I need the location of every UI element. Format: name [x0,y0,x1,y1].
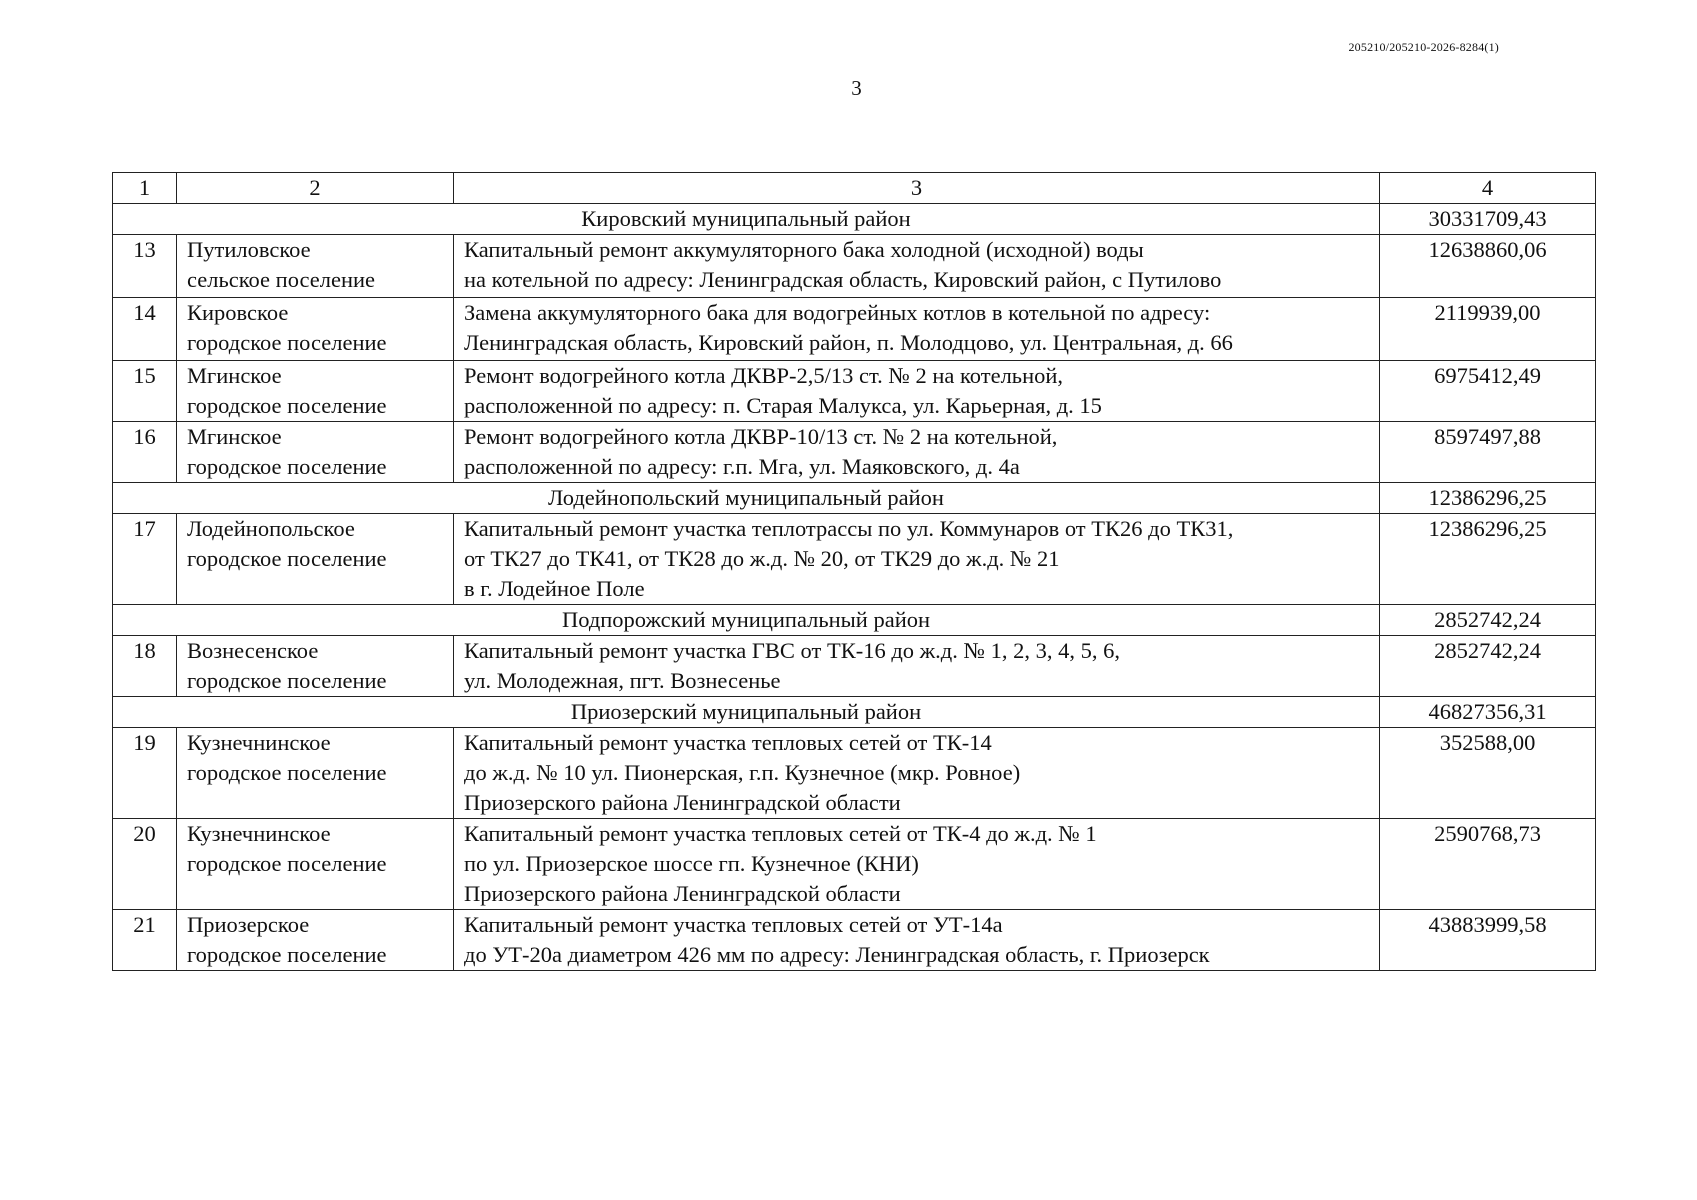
row-number: 18 [113,636,177,697]
settlement-name-line: городское поселение [187,851,387,876]
work-description-line: расположенной по адресу: г.п. Мга, ул. Маяковского, д. 4а [464,454,1020,479]
settlement-name-line: Кузнечнинское [187,821,331,846]
work-description [454,235,1380,298]
work-description-line: в г. Лодейное Поле [464,576,645,601]
row-amount: 2590768,73 [1380,819,1596,910]
row-number: 14 [113,298,177,361]
district-row [113,605,1596,636]
work-description-line: Приозерского района Ленинградской области [464,790,901,815]
settlement-name [177,298,454,361]
header-cell-3: 3 [454,173,1380,204]
district-amount: 30331709,43 [1380,204,1596,235]
row-number: 15 [113,361,177,422]
table-body [113,173,1596,971]
work-description [454,636,1380,697]
row-number: 20 [113,819,177,910]
table-row [113,819,1596,910]
work-description-line: Капитальный ремонт аккумуляторного бака холодной (исходной) воды [464,237,1144,262]
table-row [113,636,1596,697]
settlement-name [177,819,454,910]
row-number: 19 [113,728,177,819]
row-number: 13 [113,235,177,298]
district-name: Подпорожский муниципальный район [113,605,1380,636]
table-row [113,910,1596,971]
table-row [113,298,1596,361]
work-description-line: Ленинградская область, Кировский район, п. Молодцово, ул. Центральная, д. 66 [464,330,1233,355]
settlement-name-line: Кировское [187,300,289,325]
work-description-line: Ремонт водогрейного котла ДКВР-2,5/13 ст. № 2 на котельной, [464,363,1064,388]
settlement-name-line: Приозерское [187,912,310,937]
district-name: Кировский муниципальный район [113,204,1380,235]
work-description [454,514,1380,605]
table-row [113,514,1596,605]
work-description-line: ул. Молодежная, пгт. Вознесенье [464,668,781,693]
table-row [113,422,1596,483]
work-description-line: расположенной по адресу: п. Старая Малукса, ул. Карьерная, д. 15 [464,393,1102,418]
work-description-line: до ж.д. № 10 ул. Пионерская, г.п. Кузнечное (мкр. Ровное) [464,760,1021,785]
district-amount: 12386296,25 [1380,483,1596,514]
table-row [113,728,1596,819]
settlement-name-line: Путиловское [187,237,311,262]
settlement-name [177,728,454,819]
row-number: 21 [113,910,177,971]
settlement-name [177,910,454,971]
row-amount: 12638860,06 [1380,235,1596,298]
settlement-name [177,361,454,422]
settlement-name [177,235,454,298]
work-description [454,910,1380,971]
work-description-line: Замена аккумуляторного бака для водогрейных котлов в котельной по адресу: [464,300,1211,325]
settlement-name-line: Мгинское [187,363,282,388]
header-cell-4: 4 [1380,173,1596,204]
work-description-line: Капитальный ремонт участка ГВС от ТК-16 до ж.д. № 1, 2, 3, 4, 5, 6, [464,638,1120,663]
district-amount: 46827356,31 [1380,697,1596,728]
district-name: Лодейнопольский муниципальный район [113,483,1380,514]
work-description-line: Капитальный ремонт участка тепловых сетей от ТК-4 до ж.д. № 1 [464,821,1097,846]
settlement-name-line: сельское поселение [187,267,376,292]
settlement-name-line: Вознесенское [187,638,319,663]
settlement-name-line: городское поселение [187,393,387,418]
work-description [454,819,1380,910]
table-row [113,361,1596,422]
settlement-name [177,514,454,605]
row-amount: 6975412,49 [1380,361,1596,422]
work-description [454,728,1380,819]
row-amount: 2119939,00 [1380,298,1596,361]
settlement-name-line: городское поселение [187,942,387,967]
work-description-line: на котельной по адресу: Ленинградская область, Кировский район, с Путилово [464,267,1222,292]
work-description-line: Капитальный ремонт участка тепловых сетей от УТ-14а [464,912,1003,937]
page-number: 3 [851,76,862,100]
work-description-line: от ТК27 до ТК41, от ТК28 до ж.д. № 20, от ТК29 до ж.д. № 21 [464,546,1060,571]
header-cell-1: 1 [113,173,177,204]
row-amount: 8597497,88 [1380,422,1596,483]
funding-table [112,172,1596,971]
work-description-line: Ремонт водогрейного котла ДКВР-10/13 ст. № 2 на котельной, [464,424,1058,449]
work-description [454,298,1380,361]
work-description [454,361,1380,422]
row-amount: 12386296,25 [1380,514,1596,605]
settlement-name [177,636,454,697]
header-cell-2: 2 [177,173,454,204]
settlement-name-line: городское поселение [187,546,387,571]
district-row [113,483,1596,514]
district-name: Приозерский муниципальный район [113,697,1380,728]
work-description-line: Капитальный ремонт участка тепловых сетей от ТК-14 [464,730,992,755]
document-id: 205210/205210-2026-8284(1) [1348,40,1499,54]
settlement-name-line: Кузнечнинское [187,730,331,755]
work-description-line: по ул. Приозерское шоссе гп. Кузнечное (КНИ) [464,851,919,876]
work-description [454,422,1380,483]
settlement-name-line: городское поселение [187,668,387,693]
settlement-name-line: Мгинское [187,424,282,449]
row-number: 16 [113,422,177,483]
row-number: 17 [113,514,177,605]
settlement-name-line: Лодейнопольское [187,516,355,541]
work-description-line: Капитальный ремонт участка теплотрассы по ул. Коммунаров от ТК26 до ТК31, [464,516,1234,541]
work-description-line: Приозерского района Ленинградской области [464,881,901,906]
district-row [113,204,1596,235]
settlement-name-line: городское поселение [187,760,387,785]
settlement-name-line: городское поселение [187,454,387,479]
row-amount: 43883999,58 [1380,910,1596,971]
row-amount: 2852742,24 [1380,636,1596,697]
work-description-line: до УТ-20а диаметром 426 мм по адресу: Ленинградская область, г. Приозерск [464,942,1210,967]
settlement-name [177,422,454,483]
table-header-row [113,173,1596,204]
settlement-name-line: городское поселение [187,330,387,355]
table-row [113,235,1596,298]
row-amount: 352588,00 [1380,728,1596,819]
district-row [113,697,1596,728]
district-amount: 2852742,24 [1380,605,1596,636]
